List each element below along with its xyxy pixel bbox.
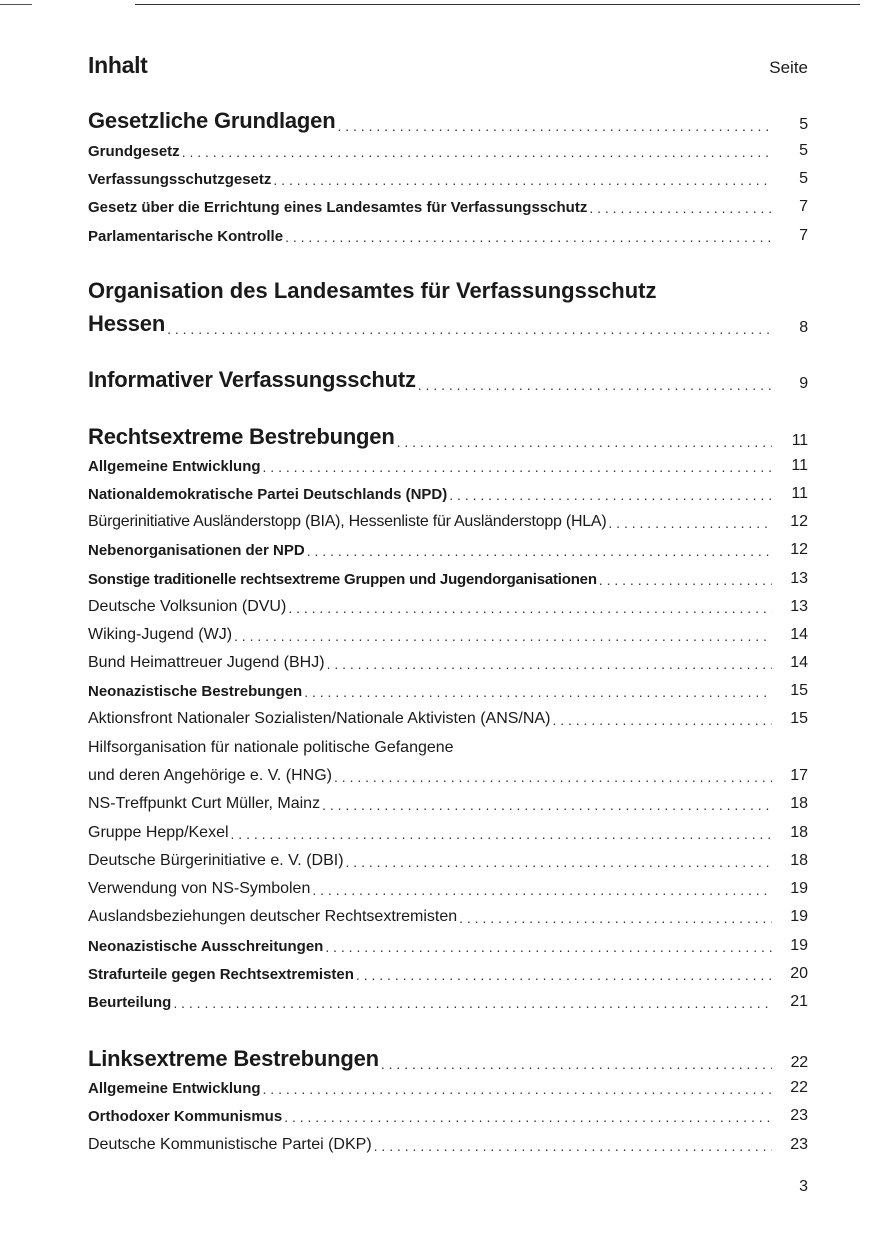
toc-entry[interactable]	[88, 513, 808, 531]
entry-page: 14	[790, 626, 808, 643]
toc-entry[interactable]	[88, 682, 808, 700]
leader-dots	[304, 684, 772, 700]
toc-entry-line1: Hilfsorganisation für nationale politische Gefangene	[88, 739, 454, 756]
leader-dots	[182, 144, 772, 160]
entry-page: 12	[790, 541, 808, 558]
leader-dots	[459, 910, 772, 926]
entry-label: Bund Heimattreuer Jugend (BHJ)	[88, 654, 325, 671]
entry-page: 8	[799, 319, 808, 336]
toc-entry-section[interactable]	[88, 108, 808, 134]
toc-entry[interactable]	[88, 541, 808, 559]
page-column-label: Seite	[769, 58, 808, 77]
leader-dots	[374, 1138, 772, 1154]
entry-label: NS-Treffpunkt Curt Müller, Mainz	[88, 795, 321, 812]
toc-entry[interactable]	[88, 795, 808, 813]
entry-page: 15	[790, 682, 808, 699]
entry-label: Deutsche Kommunistische Partei (DKP)	[88, 1136, 372, 1153]
toc-entry[interactable]	[88, 485, 808, 503]
entry-label: Verfassungsschutzgesetz	[88, 171, 272, 188]
leader-dots	[167, 321, 772, 337]
toc-entry-section[interactable]	[88, 311, 808, 337]
entry-label: Hessen	[88, 311, 166, 336]
toc-entry[interactable]	[88, 1136, 808, 1154]
toc-entry[interactable]	[88, 598, 808, 616]
entry-page: 23	[790, 1107, 808, 1124]
entry-page: 17	[790, 767, 808, 784]
entry-page: 23	[790, 1136, 808, 1153]
entry-label: Gesetz über die Errichtung eines Landesamtes für Verfassungsschutz	[88, 199, 588, 216]
entry-label: Strafurteile gegen Rechtsextremisten	[88, 966, 354, 983]
toc-entry-section[interactable]	[88, 367, 808, 393]
leader-dots	[337, 118, 772, 134]
leader-dots	[589, 200, 772, 216]
toc-entry[interactable]	[88, 654, 808, 672]
leader-dots	[322, 797, 772, 813]
toc-entry[interactable]	[88, 1079, 808, 1097]
entry-label: Orthodoxer Kommunismus	[88, 1108, 283, 1125]
toc-header	[88, 52, 808, 82]
leader-dots	[263, 459, 772, 475]
leader-dots	[288, 600, 772, 616]
leader-dots	[263, 1081, 772, 1097]
toc-entry[interactable]	[88, 852, 808, 870]
leader-dots	[173, 995, 772, 1011]
toc-entry[interactable]	[88, 457, 808, 475]
toc-entry[interactable]	[88, 908, 808, 926]
entry-page: 9	[799, 375, 808, 392]
entry-page: 22	[790, 1079, 808, 1096]
leader-dots	[231, 826, 772, 842]
entry-label: Deutsche Bürgerinitiative e. V. (DBI)	[88, 852, 344, 869]
entry-label: Linksextreme Bestrebungen	[88, 1046, 379, 1071]
leader-dots	[284, 1109, 772, 1125]
toc-entry[interactable]	[88, 767, 808, 785]
toc-entry[interactable]	[88, 142, 808, 160]
toc-entry[interactable]	[88, 965, 808, 983]
toc-entry[interactable]	[88, 824, 808, 842]
entry-label: Deutsche Volksunion (DVU)	[88, 598, 287, 615]
entry-page: 19	[790, 937, 808, 954]
toc-entry[interactable]	[88, 1107, 808, 1125]
leader-dots	[234, 628, 772, 644]
leader-dots	[325, 939, 772, 955]
entry-label: Rechtsextreme Bestrebungen	[88, 424, 395, 449]
entry-label: Parlamentarische Kontrolle	[88, 228, 284, 245]
entry-page: 14	[790, 654, 808, 671]
entry-label: Gesetzliche Grundlagen	[88, 108, 336, 133]
entry-page: 20	[790, 965, 808, 982]
entry-label: Wiking-Jugend (WJ)	[88, 626, 233, 643]
entry-page: 15	[790, 710, 808, 727]
entry-page: 22	[790, 1054, 808, 1071]
leader-dots	[381, 1056, 772, 1072]
entry-label: Aktionsfront Nationaler Sozialisten/Nationale Aktivisten (ANS/NA)	[88, 710, 551, 727]
entry-label: Gruppe Hepp/Kexel	[88, 824, 229, 841]
entry-page: 13	[790, 570, 808, 587]
entry-label: Grundgesetz	[88, 143, 180, 160]
leader-dots	[334, 769, 772, 785]
entry-page: 5	[799, 116, 808, 133]
leader-dots	[312, 882, 772, 898]
leader-dots	[552, 712, 772, 728]
toc-entry[interactable]	[88, 710, 808, 728]
entry-page: 12	[790, 513, 808, 530]
entry-label: Informativer Verfassungsschutz	[88, 367, 416, 392]
leader-dots	[449, 487, 772, 503]
leader-dots	[418, 377, 772, 393]
entry-page: 7	[799, 227, 808, 244]
entry-page: 19	[790, 880, 808, 897]
toc-entry[interactable]	[88, 626, 808, 644]
entry-page: 21	[790, 993, 808, 1010]
toc-entry[interactable]	[88, 880, 808, 898]
leader-dots	[346, 854, 772, 870]
toc-entry-section[interactable]	[88, 1046, 808, 1072]
entry-page: 13	[790, 598, 808, 615]
entry-label: Nebenorganisationen der NPD	[88, 542, 305, 559]
toc-title: Inhalt	[88, 52, 148, 78]
entry-label: Beurteilung	[88, 994, 172, 1011]
entry-label: Bürgerinitiative Ausländerstopp (BIA), Hessenliste für Ausländerstopp (HLA)	[88, 513, 607, 530]
leader-dots	[307, 543, 772, 559]
toc-entry[interactable]	[88, 993, 808, 1011]
entry-page: 5	[799, 142, 808, 159]
entry-label: Nationaldemokratische Partei Deutschlands (NPD)	[88, 486, 448, 503]
toc-entry[interactable]	[88, 937, 808, 955]
toc-entry-section-line1: Organisation des Landesamtes für Verfassungsschutz	[88, 278, 657, 303]
entry-label: und deren Angehörige e. V. (HNG)	[88, 767, 333, 784]
entry-page: 11	[791, 485, 808, 502]
entry-label: Neonazistische Bestrebungen	[88, 683, 303, 700]
toc-entry[interactable]	[88, 227, 808, 245]
toc-entry[interactable]	[88, 198, 808, 216]
toc-entry[interactable]	[88, 570, 808, 588]
entry-page: 18	[790, 824, 808, 841]
leader-dots	[356, 967, 772, 983]
entry-label: Verwendung von NS-Symbolen	[88, 880, 311, 897]
leader-dots	[285, 229, 772, 245]
entry-label: Allgemeine Entwicklung	[88, 458, 261, 475]
entry-label: Neonazistische Ausschreitungen	[88, 938, 324, 955]
top-rule	[135, 4, 860, 5]
page-number: 3	[799, 1178, 808, 1195]
entry-label: Sonstige traditionelle rechtsextreme Gruppen und Jugendorganisationen	[88, 571, 597, 588]
entry-page: 7	[799, 198, 808, 215]
leader-dots	[608, 515, 772, 531]
entry-page: 11	[791, 432, 808, 449]
scan-edge-line	[0, 4, 32, 5]
entry-page: 5	[799, 170, 808, 187]
entry-page: 19	[790, 908, 808, 925]
leader-dots	[397, 434, 772, 450]
entry-page: 11	[791, 457, 808, 474]
leader-dots	[273, 172, 772, 188]
leader-dots	[599, 572, 772, 588]
entry-page: 18	[790, 795, 808, 812]
entry-page: 18	[790, 852, 808, 869]
leader-dots	[327, 656, 772, 672]
toc-entry-section[interactable]	[88, 424, 808, 450]
entry-label: Allgemeine Entwicklung	[88, 1080, 261, 1097]
toc-entry[interactable]	[88, 170, 808, 188]
entry-label: Auslandsbeziehungen deutscher Rechtsextremisten	[88, 908, 458, 925]
